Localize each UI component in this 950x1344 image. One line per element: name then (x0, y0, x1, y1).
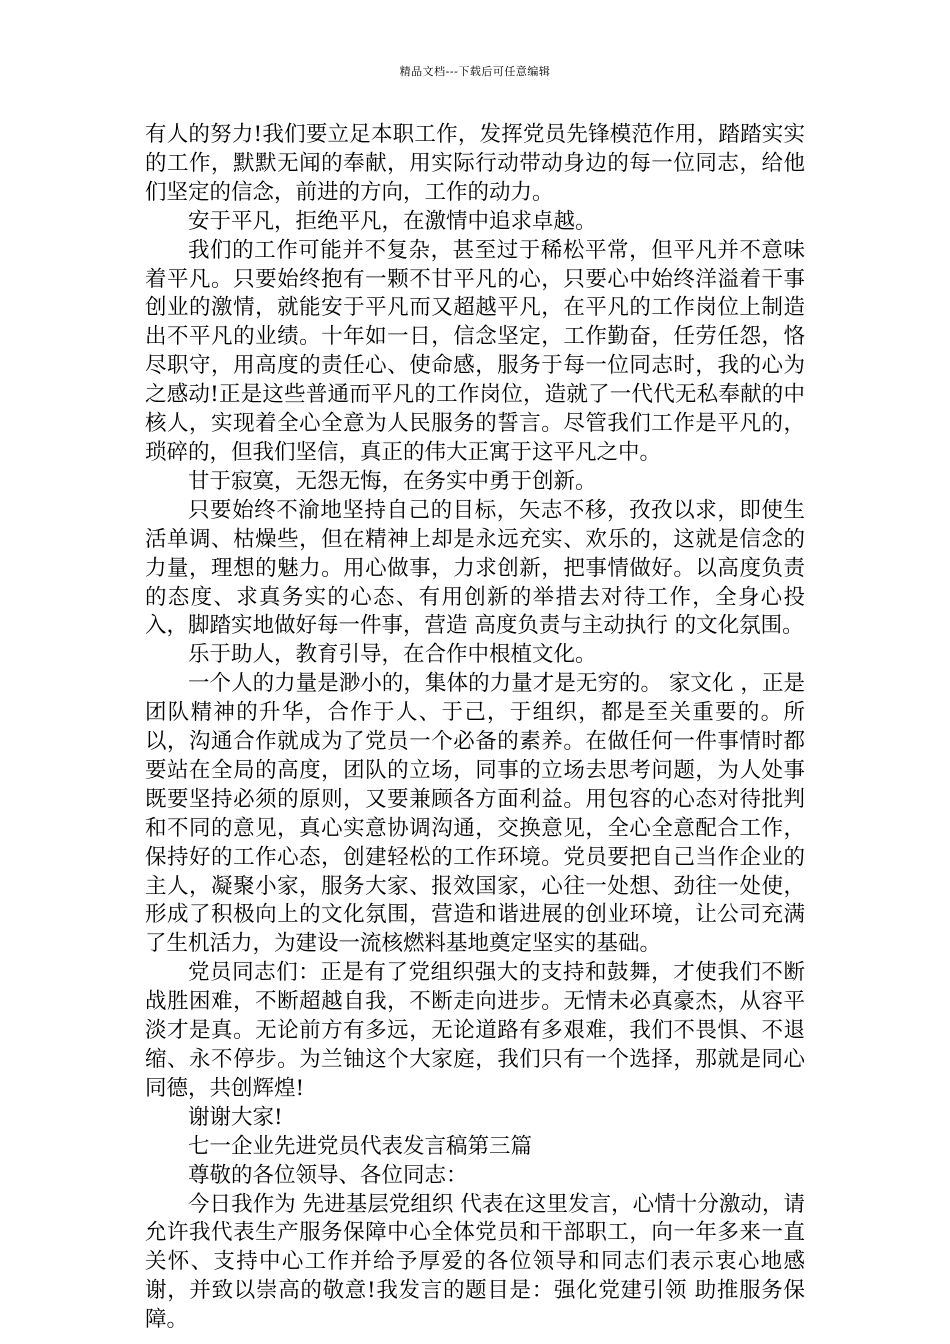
paragraph: 今日我作为 先进基层党组织 代表在这里发言，心情十分激动，请允许我代表生产服务保障中心全体党员和干部职工，向一年多来一直关怀、支持中心工作并给予厚爱的各位领导和同志们表示衷心地感谢，并致以崇高的敬意!我发言的题目是：强化党建引领 助推服务保障。 (145, 1191, 805, 1333)
section-heading: 安于平凡，拒绝平凡，在激情中追求卓越。 (188, 208, 597, 234)
paragraph: 我们的工作可能并不复杂，甚至过于稀松平常，但平凡并不意味着平凡。只要始终抱有一颗不甘平凡的心，只要心中始终洋溢着干事创业的激情，就能安于平凡而又超越平凡，在平凡的工作岗位上制造出不平凡的业绩。十年如一日，信念坚定，工作勤奋，任劳任怨，恪尽职守，用高度的责任心、使命感，服务于每一位同志时，我的心为之感动!正是这些普通而平凡的工作岗位，造就了一代代无私奉献的中核人，实现着全心全意为人民服务的誓言。尽管我们工作是平凡的，琐碎的，但我们坚信，真正的伟大正寓于这平凡之中。 (145, 237, 805, 465)
section-heading: 乐于助人，教育引导，在合作中根植文化。 (188, 642, 597, 668)
paragraph: 只要始终不渝地坚持自己的目标，矢志不移，孜孜以求，即使生活单调、枯燥些，但在精神上却是永远充实、欢乐的，这就是信念的力量，理想的魅力。用心做事，力求创新，把事情做好。以高度负责的态度、求真务实的心态、有用创新的举措去对待工作，全身心投入，脚踏实地做好每一件事，营造 高度负责与主动执行 的文化氛围。 (145, 497, 805, 639)
paragraph: 一个人的力量是渺小的，集体的力量才是无穷的。 家文化 ，正是团队精神的升华，合作于人、于己，于组织，都是至关重要的。所以，沟通合作就成为了党员一个必备的素养。在做任何一件事情时都要站在全局的高度，团队的立场，同事的立场去思考问题，为人处事既要坚持必须的原则，又要兼顾各方面利益。用包容的心态对待批判和不同的意见，真心实意协调沟通，交换意见，全心全意配合工作，保持好的工作心态，创建轻松的工作环境。党员要把自己当作企业的主人，凝聚小家，服务大家、报效国家，心往一处想、劲往一处使，形成了积极向上的文化氛围，营造和谐进展的创业环境，让公司充满了生机活力，为建设一流核燃料基地奠定坚实的基础。 (145, 671, 805, 957)
paragraph: 党员同志们：正是有了党组织强大的支持和鼓舞，才使我们不断战胜困难，不断超越自我，不断走向进步。无情未必真豪杰，从容平淡才是真。无论前方有多远，无论道路有多艰难，我们不畏惧、不退缩、永不停步。为兰铀这个大家庭，我们只有一个选择，那就是同心同德，共创辉煌! (145, 960, 805, 1101)
document-body (145, 121, 805, 1335)
speech-title: 七一企业先进党员代表发言稿第三篇 (188, 1133, 533, 1159)
salutation: 尊敬的各位领导、各位同志： (188, 1162, 468, 1188)
section-heading: 甘于寂寞，无怨无悔，在务实中勇于创新。 (188, 468, 597, 494)
closing-line: 谢谢大家! (188, 1104, 283, 1130)
paragraph: 有人的努力!我们要立足本职工作，发挥党员先锋模范作用，踏踏实实的工作，默默无闻的奉献，用实际行动带动身边的每一位同志，给他们坚定的信念，前进的方向，工作的动力。 (145, 122, 805, 205)
page-header: 精品文档---下载后可任意编辑 (399, 65, 551, 78)
